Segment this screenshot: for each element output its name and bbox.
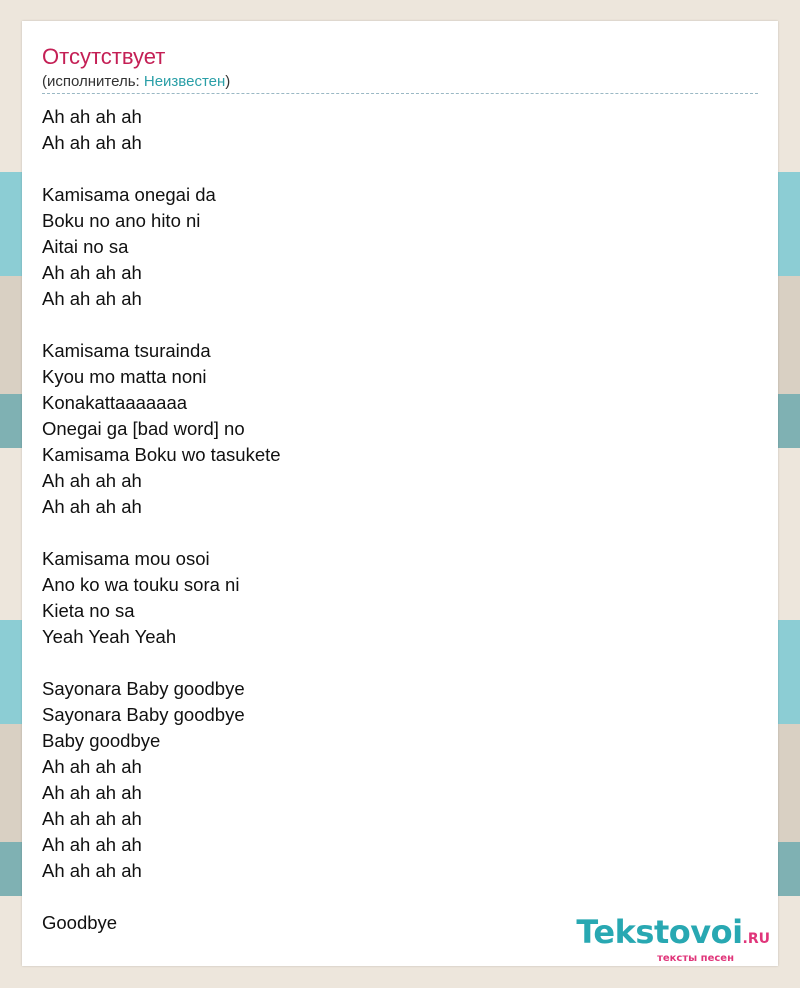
lyric-line: Sayonara Baby goodbye (42, 704, 245, 725)
lyrics-body (42, 104, 742, 936)
lyric-line: Ah ah ah ah (42, 782, 142, 803)
logo-wordmark (576, 915, 770, 956)
title-divider (42, 93, 758, 94)
lyric-line: Ah ah ah ah (42, 106, 142, 127)
site-logo[interactable] (576, 915, 770, 964)
lyric-line (42, 156, 742, 182)
lyric-line: Ah ah ah ah (42, 756, 142, 777)
lyric-line: Goodbye (42, 912, 118, 933)
artist-link[interactable]: Неизвестен (143, 73, 226, 90)
lyric-line: Ah ah ah ah (42, 262, 142, 283)
lyrics-card (22, 21, 778, 966)
lyric-line: Aitai no sa (42, 236, 129, 257)
lyric-line: Ano ko wa touku sora ni (42, 574, 240, 595)
lyric-line: Ah ah ah ah (42, 132, 142, 153)
lyric-line: Sayonara Baby goodbye (42, 678, 245, 699)
lyric-line: Boku no ano hito ni (42, 210, 201, 231)
lyric-line: Kieta no sa (42, 600, 135, 621)
lyric-line: Ah ah ah ah (42, 496, 142, 517)
logo-tld: .RU (742, 931, 770, 947)
lyric-line: Baby goodbye (42, 730, 161, 751)
logo-tagline: тексты песен (657, 953, 734, 964)
lyric-line: Ah ah ah ah (42, 808, 142, 829)
lyric-line (42, 312, 742, 338)
artist-prefix: (исполнитель: (42, 73, 144, 90)
lyric-line: Kamisama Boku wo tasukete (42, 444, 281, 465)
lyric-line: Yeah Yeah Yeah (42, 626, 177, 647)
song-title: Отсутствует (42, 44, 166, 69)
lyric-line: Kamisama onegai da (42, 184, 216, 205)
lyric-line: Kamisama mou osoi (42, 548, 210, 569)
lyric-line: Ah ah ah ah (42, 860, 142, 881)
lyric-line: Ah ah ah ah (42, 288, 142, 309)
lyric-line: Konakattaaaaaaa (42, 392, 188, 413)
lyric-line: Ah ah ah ah (42, 470, 142, 491)
lyric-line: Kamisama tsurainda (42, 340, 211, 361)
artist-suffix: ) (225, 73, 231, 90)
lyric-line (42, 884, 742, 910)
artist-line (42, 73, 230, 91)
lyric-line (42, 650, 742, 676)
lyric-line: Kyou mo matta noni (42, 366, 207, 387)
logo-name: Tekstovoi (576, 913, 743, 951)
lyric-line: Ah ah ah ah (42, 834, 142, 855)
lyric-line: Onegai ga [bad word] no (42, 418, 245, 439)
lyric-line (42, 520, 742, 546)
